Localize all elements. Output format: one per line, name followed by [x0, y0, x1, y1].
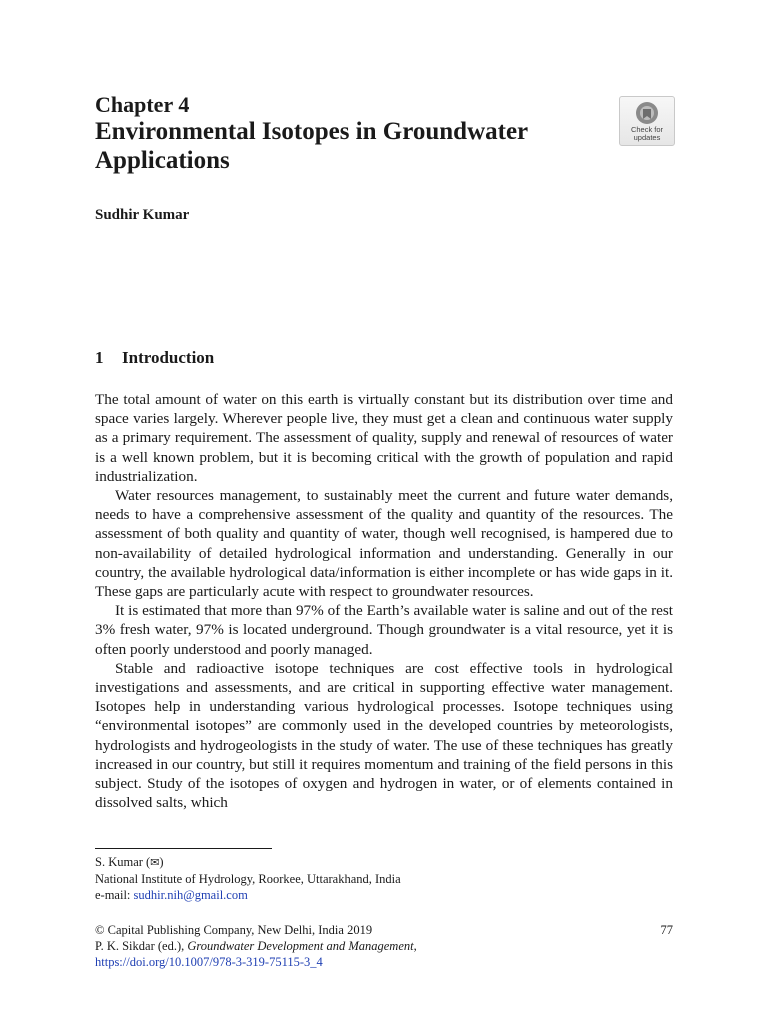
paragraph: It is estimated that more than 97% of the Earth’s available water is saline and out of the rest 3% fresh water, 97% is located underground. Though groundwater is a vital resource, yet it is often poorly understood and poorly managed.	[95, 602, 673, 658]
footnote-author: S. Kumar (	[95, 855, 151, 869]
footnote	[95, 854, 673, 903]
author-name: Sudhir Kumar	[95, 207, 190, 223]
footnote-affiliation: National Institute of Hydrology, Roorkee, Uttarakhand, India	[95, 872, 401, 886]
footnote-author-line	[95, 854, 673, 871]
paragraph: Water resources management, to sustainably meet the current and future water demands, needs to have a comprehensive assessment of the quality and quantity of the resources. The assessment of both quality and quantity of water, though well recognised, is hampered due to non-availability of detailed hydrological information and understanding. Generally in our country, the available hydrological data/information is either incomplete or has wide gaps in it. These gaps are particularly acute with respect to groundwater resources.	[95, 487, 673, 601]
section-number: 1	[95, 348, 104, 367]
badge-text-line-1: Check for	[630, 125, 664, 134]
check-for-updates-badge[interactable]	[619, 96, 675, 146]
footnote-rule	[95, 848, 272, 849]
section-heading	[95, 348, 214, 368]
copyright-line: © Capital Publishing Company, New Delhi, India 2019	[95, 923, 373, 937]
email-link[interactable]: sudhir.nih@gmail.com	[133, 888, 248, 902]
citation-comma: ,	[413, 939, 417, 953]
page-number: 77	[660, 923, 673, 937]
body-text	[95, 390, 673, 812]
doi-link[interactable]: https://doi.org/10.1007/978-3-319-75115-3_4	[95, 955, 323, 969]
crossmark-icon	[634, 100, 660, 126]
page-footer	[95, 922, 673, 970]
footnote-author-close: )	[159, 855, 164, 869]
section-title: Introduction	[122, 348, 215, 367]
citation-line	[95, 938, 673, 954]
email-label: e-mail:	[95, 888, 134, 902]
doi-line	[95, 954, 673, 970]
chapter-label: Chapter 4	[95, 92, 190, 117]
paragraph: The total amount of water on this earth is virtually constant but its distribution over time and space varies largely. Wherever people live, they must get a clean and continuous water supply as a primary requirement. The assessment of quality, supply and renewal of resources of water is a well known problem, but it is becoming critical with the growth of population and rapid industrialization.	[95, 391, 673, 485]
envelope-icon: ✉	[150, 856, 160, 869]
chapter-title: Environmental Isotopes in Groundwater Applications	[95, 118, 528, 174]
editor: P. K. Sikdar (ed.),	[95, 939, 188, 953]
footnote-email-line	[95, 887, 673, 903]
paragraph: Stable and radioactive isotope techniques are cost effective tools in hydrological investigations and assessments, and are critical in supporting effective water management. Isotopes help in understanding various hydrological processes. Isotope techniques using “environmental isotopes” are commonly used in the developed countries by meteorologists, hydrologists and hydrogeologists in the study of water. The use of these techniques has greatly increased in our country, but still it requires momentum and training of the field persons in this subject. Study of the isotopes of oxygen and hydrogen in water, or of elements contained in dissolved salts, which	[95, 659, 673, 812]
book-title: Groundwater Development and Management	[187, 939, 414, 953]
badge-text-line-2: updates	[633, 133, 661, 142]
